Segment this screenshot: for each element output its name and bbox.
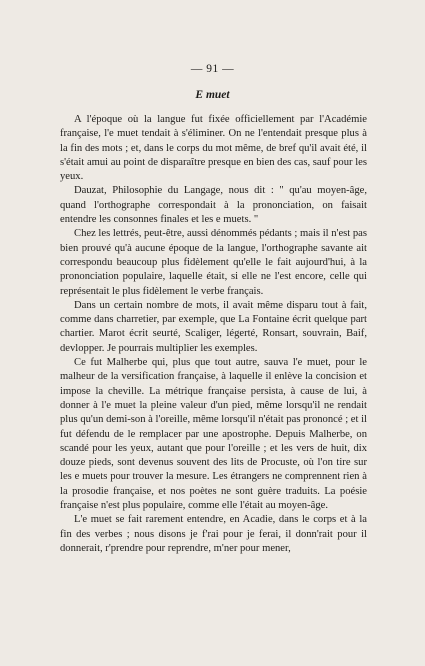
page-number: — 91 — <box>190 63 235 75</box>
paragraph-4: Dans un certain nombre de mots, il avait même disparu tout à fait, comme dans charretier, par exemple, que La Fontaine écrit quelque part chartier. Marot écrit seurté, Scaliger, légerté, Ronsart, souvrain, Baif, devlopper. Je pourrais multiplier les exemples. <box>60 299 367 354</box>
paragraph-1: A l'époque où la langue fut fixée officiellement par l'Académie française, l'e muet tendait à s'éliminer. On ne l'entendait presque plus à la fin des mots ; et, dans le corps du mot même, de bref qu'il avait été, il s'était amui au point de disparaître presque en bien des cas, sauf pour les yeux. <box>60 114 367 183</box>
paragraph-3: Chez les lettrés, peut-être, aussi dénommés pédants ; mais il n'est pas bien prouvé qu'à aucune époque de la langue, l'orthographe savante ait correspondu beaucoup plus fidèlement qu'elle le fait aujourd'hui, à la prononciation populaire, laquelle était, si elle ne l'est encore, celle qui représentait le plus fidèlement le verbe français. <box>60 228 367 297</box>
section-heading: E muet <box>195 89 230 101</box>
paragraph-2: Dauzat, Philosophie du Langage, nous dit : " qu'au moyen-âge, quand l'orthographe correspondait à la prononciation, on faisait entendre les consonnes finales et les e muets. " <box>60 185 367 226</box>
paragraph-6: L'e muet se fait rarement entendre, en Acadie, dans le corps et à la fin des verbes ; nous disons je f'rai pour je ferai, il donn'rait pour il donnerait, r'prendre pour reprendre, m'ner pour mener, <box>60 514 367 554</box>
body-text <box>60 113 367 556</box>
paragraph-5: Ce fut Malherbe qui, plus que tout autre, sauva l'e muet, pour le malheur de la versification française, à laquelle il enlève la concision et impose la cheville. La métrique française persista, à cause de lui, à donner à l'e muet la pleine valeur d'un pied, même lorsqu'il ne rendait plus qu'un demi-son à l'oreille, même lorsqu'il n'était pas prononcé ; et il fut défendu de le remplacer par une apostrophe. Depuis Malherbe, on scandé pour les yeux, autant que pour l'oreille ; et les vers de huit, dix douze pieds, sont devenus souvent des lits de Procuste, où l'on tire sur les e muets pour trouver la mesure. Les étrangers ne comprennent rien à la prosodie française, et nos poètes ne sont guère traduits. La poésie française n'est plus populaire, comme elle l'était au moyen-âge. <box>60 357 367 512</box>
